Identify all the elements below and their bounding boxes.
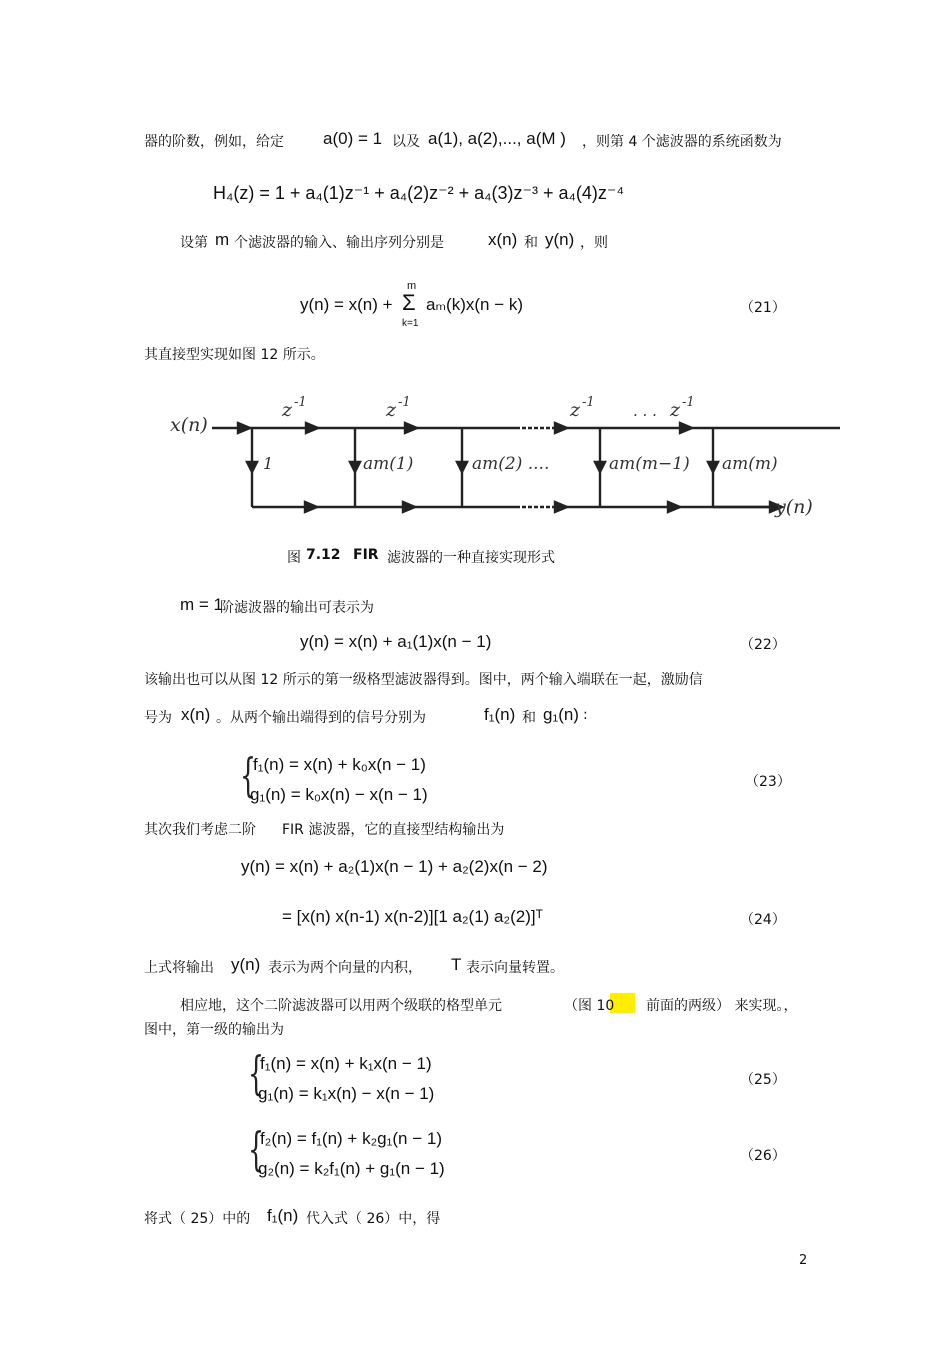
math-inline: m xyxy=(215,230,230,249)
figure-ref: （图 10 xyxy=(564,998,615,1014)
text-line: 个滤波器的输入、输出序列分别是 xyxy=(234,235,444,251)
text-line: 前面的两级） 来实现。， xyxy=(646,998,798,1014)
delay-z: z xyxy=(570,399,581,421)
tap-label: am(2) .... xyxy=(472,454,550,474)
math-inline: y(n) xyxy=(545,230,575,249)
text-line: 相应地，这个二阶滤波器可以用两个级联的格型单元 xyxy=(180,998,502,1014)
math-inline: a(0) = 1 xyxy=(323,129,383,148)
delay-z: z xyxy=(386,399,397,421)
equation-number: （23） xyxy=(745,774,791,790)
arrow xyxy=(595,462,605,472)
arrow xyxy=(555,423,567,433)
tap-label: am(m−1) xyxy=(609,454,690,474)
equation-number: （25） xyxy=(740,1072,786,1088)
brace: { xyxy=(240,748,257,802)
text-line: 该输出也可以从图 12 所示的第一级格型滤波器得到。图中，两个输入端联在一起，激励信 xyxy=(144,672,703,688)
arrow xyxy=(305,502,317,512)
math-inline: T xyxy=(451,955,462,974)
text-line: 表示为两个向量的内积， xyxy=(268,960,422,976)
math-inline: g₁(n) xyxy=(543,705,579,724)
equation-23-line1: f₁(n) = x(n) + k₀x(n − 1) xyxy=(253,755,426,774)
equation-21-lhs: y(n) = x(n) + xyxy=(300,295,393,314)
equation-number: （26） xyxy=(740,1148,786,1164)
arrow xyxy=(247,462,257,472)
equation-26-line2: g₂(n) = k₂f₁(n) + g₁(n − 1) xyxy=(258,1159,445,1178)
text-line: 图中，第一级的输出为 xyxy=(144,1022,284,1038)
caption-text: 滤波器的一种直接实现形式 xyxy=(387,550,555,566)
sum-upper: m xyxy=(407,280,417,292)
arrow xyxy=(708,462,718,472)
arrow xyxy=(668,502,680,512)
text-line: 表示向量转置。 xyxy=(466,960,564,976)
arrow xyxy=(238,423,250,433)
text-line: : xyxy=(583,707,588,723)
arrow xyxy=(403,502,415,512)
text-line: 以及 xyxy=(392,134,420,150)
math-inline: f₁(n) xyxy=(267,1206,299,1225)
math-inline: x(n) xyxy=(181,705,211,724)
text-line: 设第 xyxy=(180,235,208,251)
equation-21-rhs: aₘ(k)x(n − k) xyxy=(426,295,524,314)
delay-exp: -1 xyxy=(682,395,695,410)
brace: { xyxy=(248,1122,265,1176)
arrow xyxy=(680,423,692,433)
text-line: 其直接型实现如图 12 所示。 xyxy=(144,347,325,363)
arrow xyxy=(405,423,417,433)
text-line: 器的阶数，例如，给定 xyxy=(144,134,284,150)
tap-label: am(1) xyxy=(363,454,414,474)
text-line: 。从两个输出端得到的信号分别为 xyxy=(216,710,426,726)
arrow xyxy=(306,423,318,433)
output-label: y(n) xyxy=(775,496,813,518)
equation-number: （21） xyxy=(740,300,786,316)
delay-exp: -1 xyxy=(398,395,411,410)
page-number: 2 xyxy=(799,1253,808,1268)
fir-direct-form-diagram xyxy=(160,380,840,520)
input-label: x(n) xyxy=(170,414,208,436)
equation-number: （24） xyxy=(740,912,786,928)
equation-26-line1: f₂(n) = f₁(n) + k₂g₁(n − 1) xyxy=(260,1129,442,1148)
text-line: FIR 滤波器，它的直接型结构输出为 xyxy=(282,822,505,838)
equation-22: y(n) = x(n) + a₁(1)x(n − 1) xyxy=(300,632,492,651)
text-line: 其次我们考虑二阶 xyxy=(144,822,256,838)
delay-z: z xyxy=(282,399,293,421)
delay-exp: -1 xyxy=(294,395,307,410)
caption-fir: FIR xyxy=(353,547,379,563)
text-line: 和 xyxy=(522,710,536,726)
equation-number: （22） xyxy=(740,637,786,653)
tap-label: am(m) xyxy=(722,454,778,474)
arrow xyxy=(457,462,467,472)
tap-label: 1 xyxy=(263,454,274,473)
brace: { xyxy=(248,1046,265,1100)
text-line: ，则 xyxy=(580,235,608,251)
text-line: 上式将输出 xyxy=(144,960,214,976)
equation-23-line2: g₁(n) = k₀x(n) − x(n − 1) xyxy=(250,785,428,804)
equation-24a: y(n) = x(n) + a₂(1)x(n − 1) + a₂(2)x(n − 2) xyxy=(241,857,548,876)
text-line: ，则第 4 个滤波器的系统函数为 xyxy=(582,134,782,150)
equation-25-line1: f₁(n) = x(n) + k₁x(n − 1) xyxy=(260,1054,432,1073)
math-inline: a(1), a(2),..., a(M ) xyxy=(428,129,566,148)
equation-25-line2: g₁(n) = k₁x(n) − x(n − 1) xyxy=(258,1084,435,1103)
sum-symbol: Σ xyxy=(402,290,416,315)
math-inline: f₁(n) xyxy=(484,705,516,724)
caption-number: 7.12 xyxy=(306,547,341,563)
math-inline: m = 1 xyxy=(180,595,223,614)
arrow xyxy=(555,502,567,512)
sum-lower: k=1 xyxy=(402,318,419,329)
math-inline: y(n) xyxy=(231,955,261,974)
text-line: 阶滤波器的输出可表示为 xyxy=(220,600,374,616)
math-inline: x(n) xyxy=(488,230,518,249)
ellipsis: . . . xyxy=(633,402,657,420)
delay-exp: -1 xyxy=(582,395,595,410)
text-line: 号为 xyxy=(144,710,172,726)
text-line: 将式（ 25）中的 xyxy=(144,1211,251,1227)
equation-24b: = [x(n) x(n-1) x(n-2)][1 a₂(1) a₂(2)]ᵀ xyxy=(282,907,543,926)
delay-z: z xyxy=(670,399,681,421)
text-line: 和 xyxy=(524,235,538,251)
equation-h4: H₄(z) = 1 + a₄(1)z⁻¹ + a₄(2)z⁻² + a₄(3)z⁻³ + a₄(4)z⁻⁴ xyxy=(213,183,625,203)
text-line: 代入式（ 26）中，得 xyxy=(306,1211,441,1227)
caption-label: 图 xyxy=(287,550,301,566)
arrow xyxy=(350,462,360,472)
